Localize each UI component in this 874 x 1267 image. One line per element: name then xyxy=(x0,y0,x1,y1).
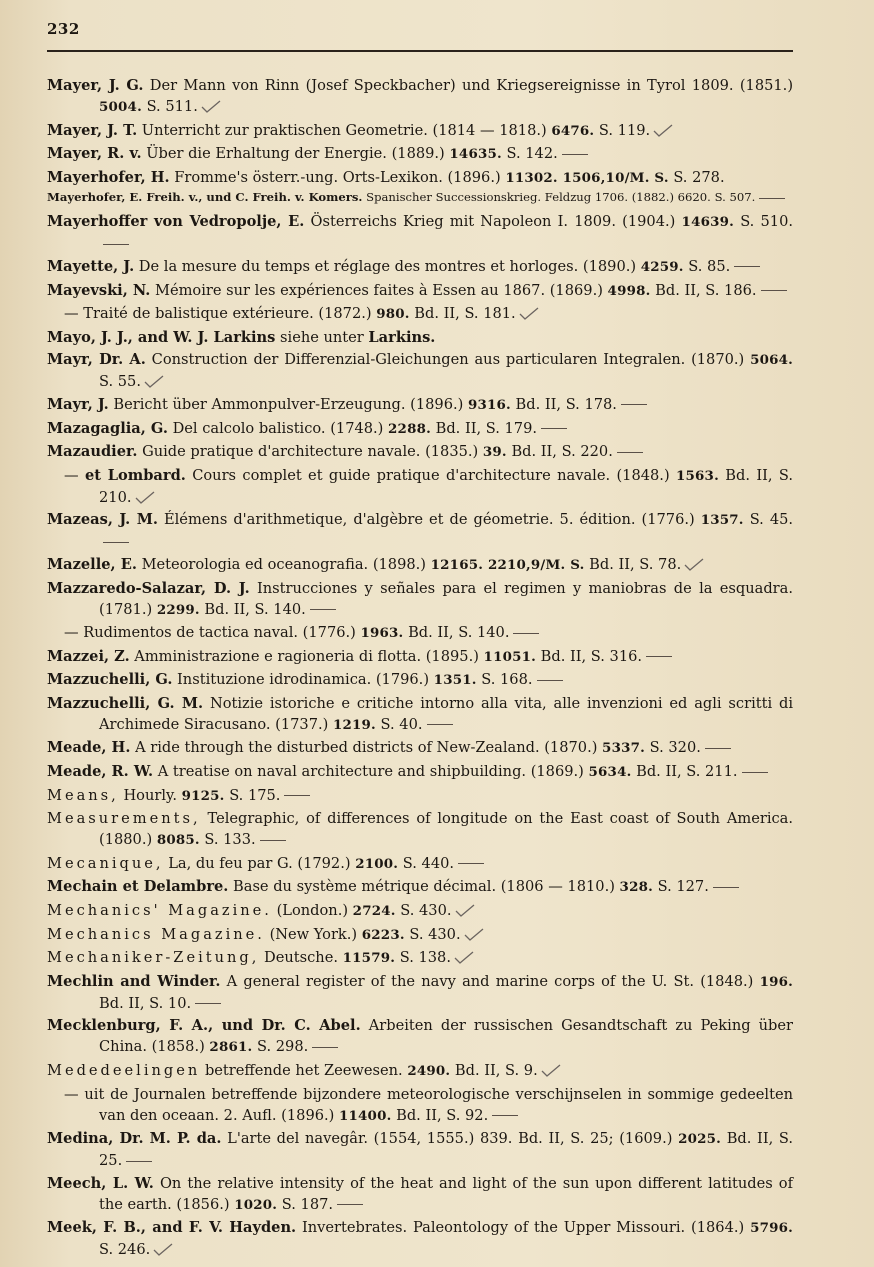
entry-author: Mazzei, Z. xyxy=(47,647,130,665)
entry-reference-author: Larkins. xyxy=(368,328,436,346)
dash-mark xyxy=(562,154,588,155)
entry-number: 2861. xyxy=(209,1039,253,1056)
entry-page-ref: Bd. II, S. 178. xyxy=(515,395,617,413)
entry-page-ref: S. 40. xyxy=(380,715,423,733)
entry-number: 2288. xyxy=(388,420,431,437)
checkmark-icon xyxy=(134,491,156,505)
entry-dash: — xyxy=(64,624,79,642)
index-entry xyxy=(47,1128,793,1171)
index-entry xyxy=(47,143,793,165)
dash-mark xyxy=(312,1047,338,1048)
checkmark-icon xyxy=(454,904,476,918)
index-entry xyxy=(47,693,793,736)
entry-page-ref: Bd. II, S. 211. xyxy=(636,763,738,781)
entry-number: 5004. xyxy=(99,99,142,115)
entry-number: 6223. xyxy=(361,926,405,943)
entry-dash: — xyxy=(64,1085,79,1103)
entry-number: 4259. xyxy=(640,258,684,275)
entry-number: 9125. xyxy=(181,787,225,804)
entry-page-ref: S. 85. xyxy=(688,257,731,275)
entry-number: 1219. xyxy=(332,716,376,733)
entry-text: L'arte del navegâr. (1554, 1555.) 839. Bd. II, S. 25; (1609.) xyxy=(227,1130,673,1148)
checkmark-icon xyxy=(463,928,485,942)
entry-text: Spanischer Successionskrieg. Feldzug 1706. (1882.) 6620. xyxy=(366,190,711,205)
entry-number: 1020. xyxy=(234,1196,278,1213)
dash-mark xyxy=(617,452,643,453)
entry-text: Meteorologia ed oceanografia. (1898.) xyxy=(141,555,426,573)
entry-text: (New York.) xyxy=(269,925,358,943)
entry-text: Del calcolo balistico. (1748.) xyxy=(172,419,384,437)
entry-author: Mechlin and Winder. xyxy=(47,972,221,990)
entry-text: betreffende het Zeewesen. xyxy=(204,1062,403,1079)
entry-page-ref: Bd. II, S. 210. xyxy=(99,466,794,506)
entry-text: Base du système métrique décimal. (1806 — 1810.) xyxy=(233,878,615,896)
entry-text: A treatise on naval architecture and shipbuilding. (1869.) xyxy=(157,763,584,781)
dash-mark xyxy=(713,887,739,888)
entry-page-ref: Bd. II, S. 25. xyxy=(99,1130,794,1170)
dash-mark xyxy=(260,840,286,841)
entry-author: Mazzaredo-Salazar, D. J. xyxy=(47,579,250,597)
dash-mark xyxy=(427,724,453,725)
entry-number: 2299. xyxy=(156,601,200,618)
entry-text: Fromme's österr.-ung. Orts-Lexikon. (1896.) xyxy=(174,168,501,186)
index-entry xyxy=(47,1015,793,1058)
index-entry xyxy=(47,947,793,969)
entry-page-ref: S. 246. xyxy=(99,1241,151,1259)
entry-text: Arbeiten der russischen Gesandtschaft zu Peking über China. (1858.) xyxy=(99,1017,793,1056)
dash-mark xyxy=(103,244,129,245)
index-entry xyxy=(47,211,793,254)
entry-text: Österreichs Krieg mit Napoleon I. 1809. (1904.) xyxy=(310,213,676,231)
entry-page-ref: Bd. II, S. 10. xyxy=(99,994,192,1012)
entry-author: Mayerhofer, E. Freih. v., und C. Freih. v. Komers. xyxy=(47,190,363,205)
checkmark-icon xyxy=(143,375,165,389)
index-entry xyxy=(47,876,793,898)
index-entry xyxy=(47,1060,793,1082)
dash-mark xyxy=(310,609,336,610)
index-entry xyxy=(47,554,793,576)
entry-text: Élémens d'arithmetique, d'algèbre et de géometrie. 5. édition. (1776.) xyxy=(163,511,695,529)
entry-author: Meech, L. W. xyxy=(47,1174,154,1192)
index-entry xyxy=(47,303,793,325)
entry-author: Mayerhofer, H. xyxy=(47,168,170,186)
entry-page-ref: Bd. II, S. 179. xyxy=(435,419,538,437)
index-entry xyxy=(47,785,793,807)
entry-page-ref: S. 510. xyxy=(740,213,794,231)
entry-page-ref: Bd. II, S. 316. xyxy=(540,647,643,665)
entry-page-ref: S. 187. xyxy=(281,1195,334,1213)
entry-page-ref: S. 142. xyxy=(506,145,558,163)
index-entry xyxy=(47,190,793,205)
entry-author: Mayer, J. T. xyxy=(47,121,138,139)
entry-page-ref: S. 138. xyxy=(399,949,451,967)
dash-mark xyxy=(492,1115,518,1116)
entry-page-ref: S. 133. xyxy=(204,831,256,849)
entry-page-ref: S. 55. xyxy=(99,373,141,391)
entry-page-ref: S. 278. xyxy=(673,168,725,186)
entry-page-ref: S. 127. xyxy=(657,878,709,896)
index-entry xyxy=(47,924,793,946)
dash-mark xyxy=(761,290,787,291)
entry-text: Mémoire sur les expériences faites à Essen au 1867. (1869.) xyxy=(155,281,603,299)
entry-number: 11051. xyxy=(483,648,536,665)
entry-page-ref: Bd. II, S. 186. xyxy=(655,281,757,299)
header-rule xyxy=(47,50,793,52)
entry-author: Mazzuchelli, G. xyxy=(47,671,173,689)
index-entry xyxy=(47,349,793,392)
entry-author: Mayer, J. G. xyxy=(47,77,144,94)
entry-number: 39. xyxy=(482,444,507,461)
entry-text: Instrucciones y señales para el regimen y maniobras de la esquadra. (1781.) xyxy=(99,579,793,618)
entry-author: et Lombard. xyxy=(84,466,186,484)
checkmark-icon xyxy=(540,1064,562,1078)
index-entry xyxy=(47,853,793,875)
entry-author: Mazagaglia, G. xyxy=(47,419,168,437)
entry-number: 11302. 1506,10/M. S. xyxy=(505,169,669,186)
dash-mark xyxy=(284,795,310,796)
dash-mark xyxy=(734,266,760,267)
index-entry xyxy=(47,441,793,463)
entry-number: 11400. xyxy=(339,1107,392,1124)
entry-author: Mazelle, E. xyxy=(47,555,137,573)
index-entry xyxy=(47,669,793,691)
entry-author: Mazzuchelli, G. M. xyxy=(47,694,204,712)
entry-author: Mechain et Delambre. xyxy=(47,878,229,896)
entry-author: Mayr, Dr. A. xyxy=(47,351,146,369)
dash-mark xyxy=(126,1161,152,1162)
entry-author: Mazaudier. xyxy=(47,443,138,461)
entry-number: 12165. 2210,9/M. S. xyxy=(430,556,585,573)
entry-number: 2724. xyxy=(352,903,396,920)
entry-title: Mechanics Magazine. xyxy=(47,925,265,943)
entry-author: Mayr, J. xyxy=(47,395,109,413)
entry-author: Meade, R. W. xyxy=(47,763,154,781)
entry-dash: — xyxy=(64,466,79,484)
dash-mark xyxy=(458,863,484,864)
entry-title: Mededeelingen xyxy=(47,1062,201,1079)
entry-text: A general register of the navy and marine corps of the U. St. (1848.) xyxy=(226,972,754,990)
index-entry xyxy=(47,808,793,851)
entry-text: De la mesure du temps et réglage des montres et horloges. (1890.) xyxy=(138,257,637,275)
entry-page-ref: S. 168. xyxy=(481,671,533,689)
index-entry xyxy=(47,120,793,142)
entry-text: La, du feu par G. (1792.) xyxy=(168,854,351,872)
entry-author: Mazeas, J. M. xyxy=(47,511,158,529)
index-entry xyxy=(47,280,793,302)
index-entry xyxy=(47,465,793,508)
entry-number: 8085. xyxy=(156,832,200,849)
entry-number: 980. xyxy=(376,306,410,323)
entry-page-ref: S. 175. xyxy=(229,786,281,804)
entry-text: Construction der Differenzial-Gleichungen aus particularen Integralen. (1870.) xyxy=(151,351,745,369)
entry-number: 1357. xyxy=(700,512,744,529)
entry-page-ref: S. 507. xyxy=(714,190,756,205)
dash-mark xyxy=(103,542,129,543)
entry-number: 5634. xyxy=(588,764,632,781)
entry-number: 6476. xyxy=(551,122,595,139)
entry-text: siehe unter xyxy=(280,328,364,346)
entry-page-ref: Bd. II, S. 220. xyxy=(511,443,613,461)
entry-title: Mechanics' Magazine. xyxy=(47,902,272,920)
entry-text: On the relative intensity of the heat and light of the sun upon different latitudes of the earth. (1856.) xyxy=(99,1174,793,1213)
entry-page-ref: Bd. II, S. 9. xyxy=(454,1062,538,1079)
entry-page-ref: Bd. II, S. 181. xyxy=(414,305,516,323)
entry-number: 5064. xyxy=(750,352,793,369)
entry-number: 1963. xyxy=(360,625,404,642)
entry-text: Deutsche. xyxy=(264,949,338,967)
entry-author: Mayerhoffer von Vedropolje, E. xyxy=(47,213,305,231)
entry-page-ref: S. 320. xyxy=(649,739,701,757)
entry-number: 1563. xyxy=(676,467,719,484)
entry-text: Rudimentos de tactica naval. (1776.) xyxy=(83,624,356,642)
entry-text: Unterricht zur praktischen Geometrie. (1814 — 1818.) xyxy=(141,121,547,139)
entry-author: Meade, H. xyxy=(47,739,131,757)
checkmark-icon xyxy=(200,100,222,114)
dash-mark xyxy=(705,748,731,749)
entry-author: Meek, F. B., and F. V. Hayden. xyxy=(47,1219,297,1237)
entry-text: Amministrazione e ragioneria di flotta. (1895.) xyxy=(134,647,479,665)
entry-text: (London.) xyxy=(276,902,349,920)
entry-title: Measurements, xyxy=(47,810,201,828)
index-entry xyxy=(47,1217,793,1260)
checkmark-icon xyxy=(683,558,705,572)
entry-page-ref: S. 298. xyxy=(257,1038,309,1056)
entry-page-ref: Bd. II, S. 140. xyxy=(408,624,510,642)
index-entry xyxy=(47,971,793,1014)
entry-number: 2490. xyxy=(407,1063,451,1079)
index-entry xyxy=(47,509,793,552)
dash-mark xyxy=(337,1204,363,1205)
entry-number: 1351. xyxy=(433,672,477,689)
entry-text: Hourly. xyxy=(123,786,177,804)
index-entry xyxy=(47,327,793,348)
dash-mark xyxy=(646,656,672,657)
entry-author: Mayevski, N. xyxy=(47,281,151,299)
index-entry xyxy=(47,578,793,621)
checkmark-icon xyxy=(518,307,540,321)
entry-text: Der Mann von Rinn (Josef Speckbacher) und Kriegsereignisse in Tyrol 1809. (1851.) xyxy=(149,77,794,94)
dash-mark xyxy=(621,404,647,405)
entry-author: Medina, Dr. M. P. da. xyxy=(47,1130,222,1148)
entry-page-ref: S. 511. xyxy=(146,98,198,115)
index-entry xyxy=(47,1173,793,1216)
index-entry xyxy=(47,394,793,416)
entry-number: 328. xyxy=(619,879,653,896)
checkmark-icon xyxy=(152,1243,174,1257)
checkmark-icon xyxy=(453,951,475,965)
entry-author: Mecklenburg, F. A., und Dr. C. Abel. xyxy=(47,1017,361,1035)
entry-text: Notizie istoriche e critiche intorno alla vita, alle invenzioni ed agli scritti di Archimede Siracusano. (1737.) xyxy=(99,694,793,733)
entry-number: 14635. xyxy=(449,146,502,163)
entry-number: 2025. xyxy=(678,1131,722,1148)
page-number: 232 xyxy=(47,20,80,38)
index-entry xyxy=(47,737,793,759)
entry-text: Cours complet et guide pratique d'architecture navale. (1848.) xyxy=(192,466,670,484)
entry-text: Invertebrates. Paleontology of the Upper Missouri. (1864.) xyxy=(302,1219,745,1237)
index-entries xyxy=(47,75,793,1262)
entry-page-ref: S. 440. xyxy=(402,854,455,872)
entry-page-ref: Bd. II, S. 78. xyxy=(589,555,682,573)
entry-text: Bericht über Ammonpulver-Erzeugung. (1896.) xyxy=(113,395,464,413)
entry-number: 196. xyxy=(759,973,793,990)
dash-mark xyxy=(742,772,768,773)
entry-text: Traité de balistique extérieure. (1872.) xyxy=(83,305,372,323)
index-entry xyxy=(47,646,793,668)
entry-number: 9316. xyxy=(467,396,511,413)
entry-number: 4998. xyxy=(607,282,651,299)
entry-page-ref: Bd. II, S. 140. xyxy=(204,600,306,618)
index-entry xyxy=(47,622,793,644)
dash-mark xyxy=(195,1003,221,1004)
entry-text: Telegraphic, of differences of longitude on the East coast of South America. (1880.) xyxy=(99,810,794,849)
entry-page-ref: Bd. II, S. 92. xyxy=(396,1106,489,1124)
index-entry xyxy=(47,256,793,278)
index-entry xyxy=(47,75,793,118)
index-entry xyxy=(47,418,793,440)
dash-mark xyxy=(537,680,563,681)
entry-number: 5796. xyxy=(750,1220,794,1237)
index-entry xyxy=(47,761,793,783)
entry-number: 5337. xyxy=(602,740,645,757)
dash-mark xyxy=(541,428,567,429)
dash-mark xyxy=(759,198,785,199)
index-entry xyxy=(47,167,793,189)
entry-text: Instituzione idrodinamica. (1796.) xyxy=(177,671,430,689)
entry-number: 11579. xyxy=(342,950,396,967)
entry-author: Mayette, J. xyxy=(47,257,135,275)
entry-dash: — xyxy=(64,305,79,323)
entry-title: Mecanique, xyxy=(47,854,164,872)
entry-text: A ride through the disturbed districts of New-Zealand. (1870.) xyxy=(135,739,598,757)
entry-number: 14639. xyxy=(681,214,734,231)
index-entry xyxy=(47,900,793,922)
entry-author: Mayo, J. J., and W. J. Larkins xyxy=(47,328,276,346)
index-entry xyxy=(47,1084,793,1127)
entry-title: Means, xyxy=(47,786,119,804)
entry-page-ref: S. 430. xyxy=(409,925,461,943)
entry-title: Mechaniker-Zeitung, xyxy=(47,949,260,967)
entry-page-ref: S. 430. xyxy=(400,902,452,920)
entry-text: Über die Erhaltung der Energie. (1889.) xyxy=(146,145,445,163)
checkmark-icon xyxy=(652,124,674,138)
entry-text: Guide pratique d'architecture navale. (1835.) xyxy=(142,443,479,461)
entry-page-ref: S. 119. xyxy=(598,121,651,139)
dash-mark xyxy=(513,633,539,634)
entry-number: 2100. xyxy=(355,855,399,872)
entry-page-ref: S. 45. xyxy=(749,511,794,529)
entry-text: uit de Journalen betreffende bijzondere meteorologische verschijnselen in sommige gedeelten van den oceaan. 2. Aufl. (1896.) xyxy=(84,1085,794,1124)
entry-author: Mayer, R. v. xyxy=(47,145,142,163)
